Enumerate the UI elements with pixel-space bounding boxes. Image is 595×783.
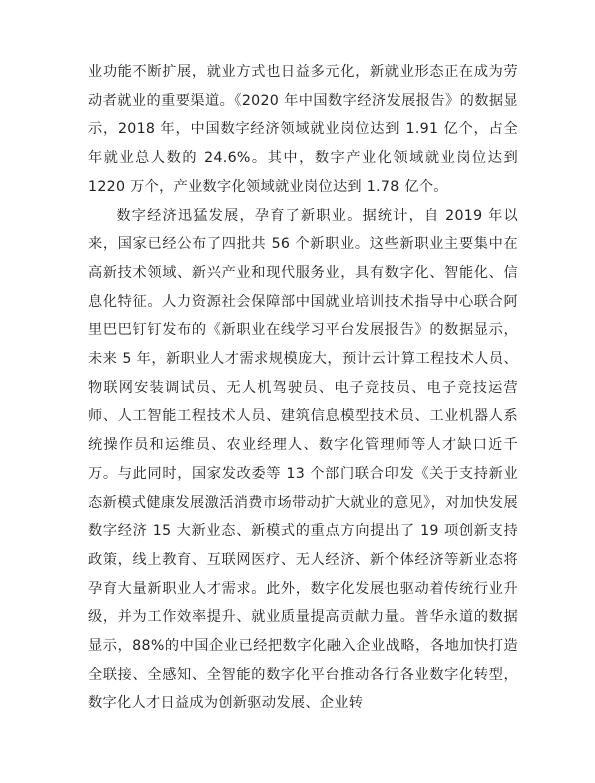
paragraph-employment-forms: 业功能不断扩展，就业方式也日益多元化，新就业形态正在成为劳动者就业的重要渠道。《2020 年中国数字经济发展报告》的数据显示，2018 年，中国数字经济领域就业岗位达到 1.91 亿个，占全年就业总人数的 24.6%。其中，数字产业化领域就业岗位达到 1220 万个，产业数字化领域就业岗位达到 1.78 亿个。: [88, 64, 518, 195]
document-body: [88, 58, 518, 718]
paragraph-new-occupations: 数字经济迅猛发展，孕育了新职业。据统计，自 2019 年以来，国家已经公布了四批共 56 个新职业。这些新职业主要集中在高新技术领域、新兴产业和现代服务业，具有数字化、智能化、信息化特征。人力资源社会保障部中国就业培训技术指导中心联合阿里巴巴钉钉发布的《新职业在线学习平台发展报告》的数据显示，未来 5 年，新职业人才需求规模庞大，预计云计算工程技术人员、物联网安装调试员、无人机驾驶员、电子竞技员、电子竞技运营师、人工智能工程技术人员、建筑信息模型技术员、工业机器人系统操作员和运维员、农业经理人、数字化管理师等人才缺口近千万。与此同时，国家发改委等 13 个部门联合印发《关于支持新业态新模式健康发展激活消费市场带动扩大就业的意见》，对加快发展数字经济 15 大新业态、新模式的重点方向提出了 19 项创新支持政策，线上教育、互联网医疗、无人经济、新个体经济等新业态将孕育大量新职业人才需求。此外，数字化发展也驱动着传统行业升级，并为工作效率提升、就业质量提高贡献力量。普华永道的数据显示，88%的中国企业已经把数字化融入企业战略，各地加快打造全联接、全感知、全智能的数字化平台推动各行各业数字化转型，数字化人才日益成为创新驱动发展、企业转: [88, 207, 518, 712]
